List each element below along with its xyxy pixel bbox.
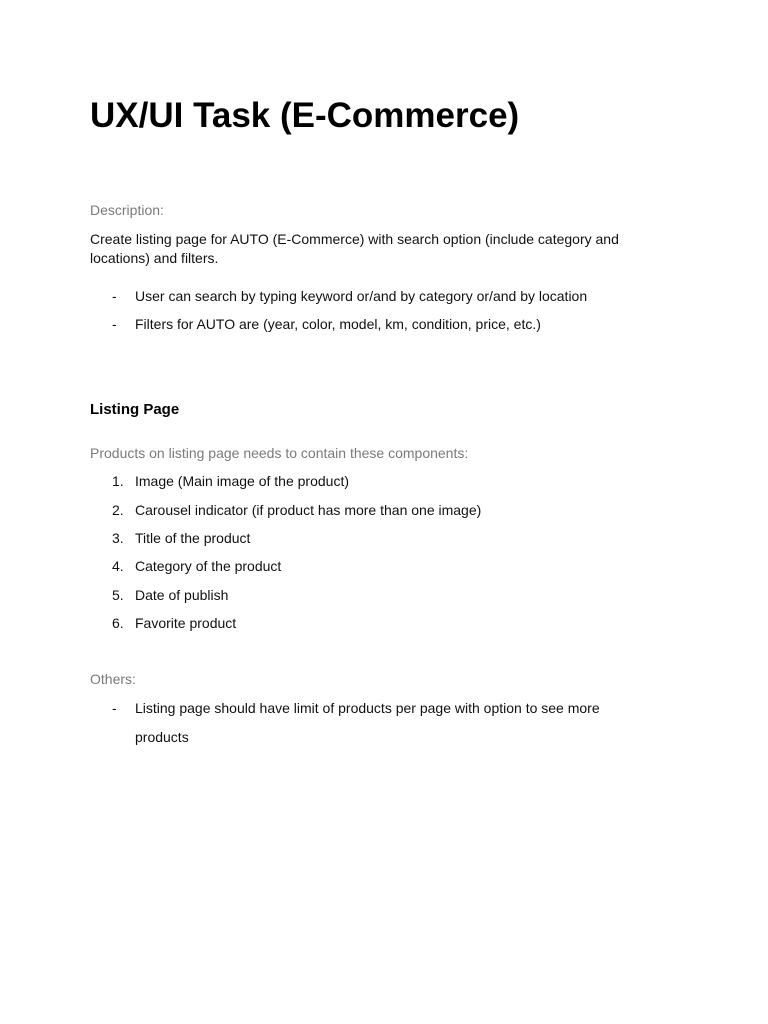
bullet-text: User can search by typing keyword or/and by category or/and by location [135, 288, 588, 304]
list-item-text: Carousel indicator (if product has more than one image) [135, 502, 482, 518]
bullet-text: Listing page should have limit of products per page with option to see more products [135, 700, 600, 745]
description-text: Create listing page for AUTO (E-Commerce) with search option (include category and locations) and filters. [90, 231, 619, 266]
list-item-text: Title of the product [135, 530, 251, 546]
list-number: 4. [112, 558, 124, 574]
list-item-text: Category of the product [135, 558, 282, 574]
bullet-marker: - [112, 700, 117, 716]
list-number: 3. [112, 530, 124, 546]
list-number: 6. [112, 615, 124, 631]
others-label: Others: [90, 671, 136, 687]
description-label: Description: [90, 202, 164, 218]
section-heading-listing-page: Listing Page [90, 401, 180, 418]
bullet-marker: - [112, 288, 117, 304]
list-number: 2. [112, 502, 124, 518]
list-number: 5. [112, 587, 124, 603]
list-number: 1. [112, 473, 124, 489]
bullet-marker: - [112, 316, 117, 332]
list-item-text: Favorite product [135, 615, 237, 631]
page-title: UX/UI Task (E-Commerce) [90, 96, 520, 135]
list-item-text: Date of publish [135, 587, 229, 603]
bullet-text: Filters for AUTO are (year, color, model, km, condition, price, etc.) [135, 316, 541, 332]
listing-intro: Products on listing page needs to contain these components: [90, 445, 469, 461]
list-item-text: Image (Main image of the product) [135, 473, 349, 489]
